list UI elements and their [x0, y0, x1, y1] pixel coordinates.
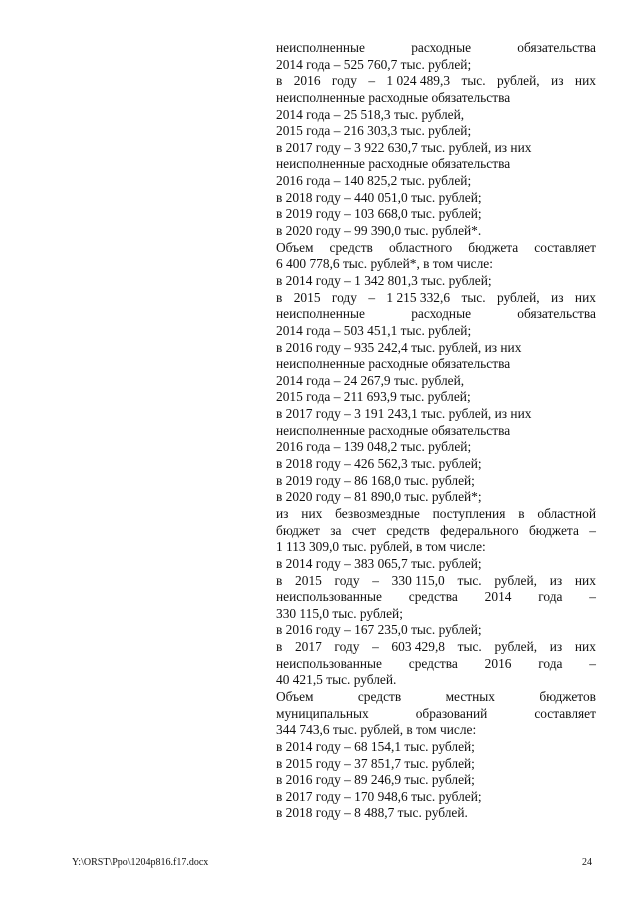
text-word: 2015 года – 216 303,3 тыс. рублей;	[276, 123, 472, 139]
text-word: 2015	[293, 289, 321, 305]
text-word: 330 115,0 тыс. рублей;	[276, 605, 403, 621]
text-line	[276, 756, 596, 773]
text-word: за	[330, 522, 342, 538]
text-line	[276, 589, 596, 606]
text-word: –	[368, 73, 376, 89]
text-word: из	[549, 572, 563, 588]
text-word: рублей,	[496, 289, 540, 305]
text-word: году	[334, 639, 360, 655]
text-word: 2014	[484, 589, 512, 605]
text-word: 6 400 778,6 тыс. рублей*, в том числе:	[276, 256, 493, 272]
text-line	[276, 556, 596, 573]
text-word: из	[549, 639, 563, 655]
text-word: в 2017 году – 3 922 630,7 тыс. рублей, из них	[276, 139, 532, 155]
text-line	[276, 173, 596, 190]
text-word: неисполненные расходные обязательства	[276, 422, 511, 438]
text-word: 2014 года – 25 518,3 тыс. рублей,	[276, 106, 465, 122]
text-word: бюджет	[276, 522, 320, 538]
text-word: рублей,	[494, 572, 537, 588]
text-line	[276, 639, 596, 656]
text-line	[276, 107, 596, 124]
text-word: неисполненные	[276, 306, 365, 322]
text-word: средства	[408, 589, 458, 605]
text-word: году	[334, 572, 360, 588]
text-word: из	[551, 289, 564, 305]
text-line	[276, 356, 596, 373]
text-word: средств	[386, 522, 430, 538]
text-word: 2015	[295, 572, 322, 588]
text-word: обязательства	[517, 40, 596, 55]
text-line	[276, 523, 596, 540]
text-word: них	[574, 572, 596, 588]
text-word: 330 115,0	[391, 572, 445, 588]
text-word: в 2020 году – 81 890,0 тыс. рублей*;	[276, 489, 482, 505]
text-word: году	[331, 289, 357, 305]
text-line	[276, 473, 596, 490]
text-word: тыс.	[457, 572, 482, 588]
text-word: них	[574, 639, 596, 655]
text-word: года	[538, 655, 563, 671]
text-word: –	[589, 655, 596, 671]
text-word: бюджета	[468, 239, 519, 255]
text-line	[276, 306, 596, 323]
text-word: в 2016 году – 935 242,4 тыс. рублей, из них	[276, 339, 522, 355]
text-word: 1 024 489,3	[386, 73, 451, 89]
text-word: счет	[351, 522, 377, 538]
text-line	[276, 240, 596, 257]
text-line	[276, 456, 596, 473]
text-line	[276, 539, 596, 556]
text-word: неиспользованные	[276, 589, 382, 605]
text-line	[276, 506, 596, 523]
text-word: тыс.	[461, 73, 486, 89]
text-line	[276, 57, 596, 74]
text-word: в 2019 году – 86 168,0 тыс. рублей;	[276, 472, 475, 488]
text-word: расходные	[411, 40, 472, 55]
text-word: Объем	[276, 239, 314, 255]
text-word: в 2016 году – 89 246,9 тыс. рублей;	[276, 772, 475, 788]
text-line	[276, 656, 596, 673]
text-word: средств	[329, 239, 373, 255]
text-line	[276, 606, 596, 623]
text-word: году	[331, 73, 357, 89]
text-word: поступления	[432, 505, 506, 521]
text-word: 2015 года – 211 693,9 тыс. рублей;	[276, 389, 471, 405]
text-line	[276, 772, 596, 789]
text-line	[276, 706, 596, 723]
text-line	[276, 90, 596, 107]
text-line	[276, 73, 596, 90]
text-line	[276, 140, 596, 157]
text-word: местных	[445, 688, 495, 704]
text-word: федерального	[440, 522, 519, 538]
text-word: бюджета	[528, 522, 579, 538]
text-word: в 2015 году – 37 851,7 тыс. рублей;	[276, 755, 475, 771]
text-word: 2014 года – 503 451,1 тыс. рублей;	[276, 322, 472, 338]
text-word: в 2014 году – 68 154,1 тыс. рублей;	[276, 738, 475, 754]
page-number: 24	[582, 857, 592, 868]
text-word: –	[589, 589, 596, 605]
text-line	[276, 423, 596, 440]
text-word: в	[276, 73, 283, 89]
text-word: в	[276, 572, 283, 588]
text-word: 40 421,5 тыс. рублей.	[276, 672, 397, 688]
text-word: 2016 года – 140 825,2 тыс. рублей;	[276, 173, 472, 189]
text-word: них	[301, 505, 323, 521]
text-word: в	[276, 639, 283, 655]
document-body	[276, 40, 596, 822]
text-word: 2016	[484, 655, 512, 671]
text-word: расходные	[411, 306, 472, 322]
text-word: в 2014 году – 1 342 801,3 тыс. рублей;	[276, 272, 492, 288]
text-word: в 2019 году – 103 668,0 тыс. рублей;	[276, 206, 482, 222]
text-word: образований	[415, 705, 488, 721]
text-line	[276, 156, 596, 173]
text-word: составляет	[534, 705, 596, 721]
text-word: в 2018 году – 426 562,3 тыс. рублей;	[276, 456, 482, 472]
text-word: в	[518, 505, 525, 521]
text-line	[276, 190, 596, 207]
text-word: в 2017 году – 170 948,6 тыс. рублей;	[276, 788, 482, 804]
footer-file-path: Y:\ORST\Ppo\1204p816.f17.docx	[72, 857, 209, 868]
text-word: в 2020 году – 99 390,0 тыс. рублей*.	[276, 223, 482, 239]
text-line	[276, 123, 596, 140]
text-line	[276, 406, 596, 423]
text-word: в 2018 году – 440 051,0 тыс. рублей;	[276, 189, 482, 205]
text-word: безвозмездные	[335, 505, 420, 521]
text-word: 1 113 309,0 тыс. рублей, в том числе:	[276, 539, 486, 555]
text-word: 2016	[293, 73, 321, 89]
text-line	[276, 290, 596, 307]
text-line	[276, 739, 596, 756]
text-line	[276, 722, 596, 739]
page-footer	[72, 857, 592, 869]
text-line	[276, 672, 596, 689]
text-line	[276, 273, 596, 290]
text-word: муниципальных	[276, 705, 369, 721]
text-word: тыс.	[457, 639, 482, 655]
text-word: неисполненные	[276, 40, 365, 55]
text-word: в 2018 году – 8 488,7 тыс. рублей.	[276, 805, 468, 821]
text-word: в 2016 году – 167 235,0 тыс. рублей;	[276, 622, 482, 638]
text-word: в 2017 году – 3 191 243,1 тыс. рублей, из них	[276, 406, 532, 422]
text-word: из	[276, 505, 289, 521]
text-word: 2017	[294, 639, 322, 655]
text-word: неисполненные расходные обязательства	[276, 89, 511, 105]
text-line	[276, 573, 596, 590]
text-word: средств	[357, 688, 402, 704]
text-word: –	[368, 289, 376, 305]
text-word: 2014 года – 24 267,9 тыс. рублей,	[276, 372, 465, 388]
text-word: –	[372, 572, 379, 588]
text-line	[276, 256, 596, 273]
text-word: неисполненные расходные обязательства	[276, 156, 511, 172]
text-word: обязательства	[517, 306, 596, 322]
text-word: 2014 года – 525 760,7 тыс. рублей;	[276, 56, 472, 72]
text-word: областного	[388, 239, 453, 255]
text-word: из	[551, 73, 564, 89]
text-line	[276, 439, 596, 456]
text-word: средства	[408, 655, 458, 671]
text-word: рублей,	[496, 73, 540, 89]
text-word: бюджетов	[539, 688, 596, 704]
text-line	[276, 805, 596, 822]
text-word: 344 743,6 тыс. рублей, в том числе:	[276, 722, 477, 738]
text-word: в	[276, 289, 283, 305]
text-line	[276, 689, 596, 706]
text-line	[276, 489, 596, 506]
text-line	[276, 40, 596, 57]
text-line	[276, 622, 596, 639]
text-word: Объем	[276, 688, 314, 704]
text-word: –	[589, 522, 596, 538]
text-line	[276, 323, 596, 340]
text-word: –	[372, 639, 379, 655]
text-word: тыс.	[461, 289, 486, 305]
text-word: неиспользованные	[276, 655, 382, 671]
text-word: неисполненные расходные обязательства	[276, 356, 511, 372]
text-word: них	[574, 289, 596, 305]
text-word: 603 429,8	[391, 639, 445, 655]
text-word: них	[574, 73, 596, 89]
text-word: составляет	[534, 239, 596, 255]
text-line	[276, 389, 596, 406]
text-word: в 2014 году – 383 065,7 тыс. рублей;	[276, 555, 482, 571]
text-word: рублей,	[494, 639, 538, 655]
text-line	[276, 789, 596, 806]
text-line	[276, 373, 596, 390]
text-word: года	[538, 589, 563, 605]
text-word: областной	[537, 505, 596, 521]
text-line	[276, 206, 596, 223]
text-word: 1 215 332,6	[386, 289, 451, 305]
text-line	[276, 340, 596, 357]
text-word: 2016 года – 139 048,2 тыс. рублей;	[276, 439, 472, 455]
text-line	[276, 223, 596, 240]
